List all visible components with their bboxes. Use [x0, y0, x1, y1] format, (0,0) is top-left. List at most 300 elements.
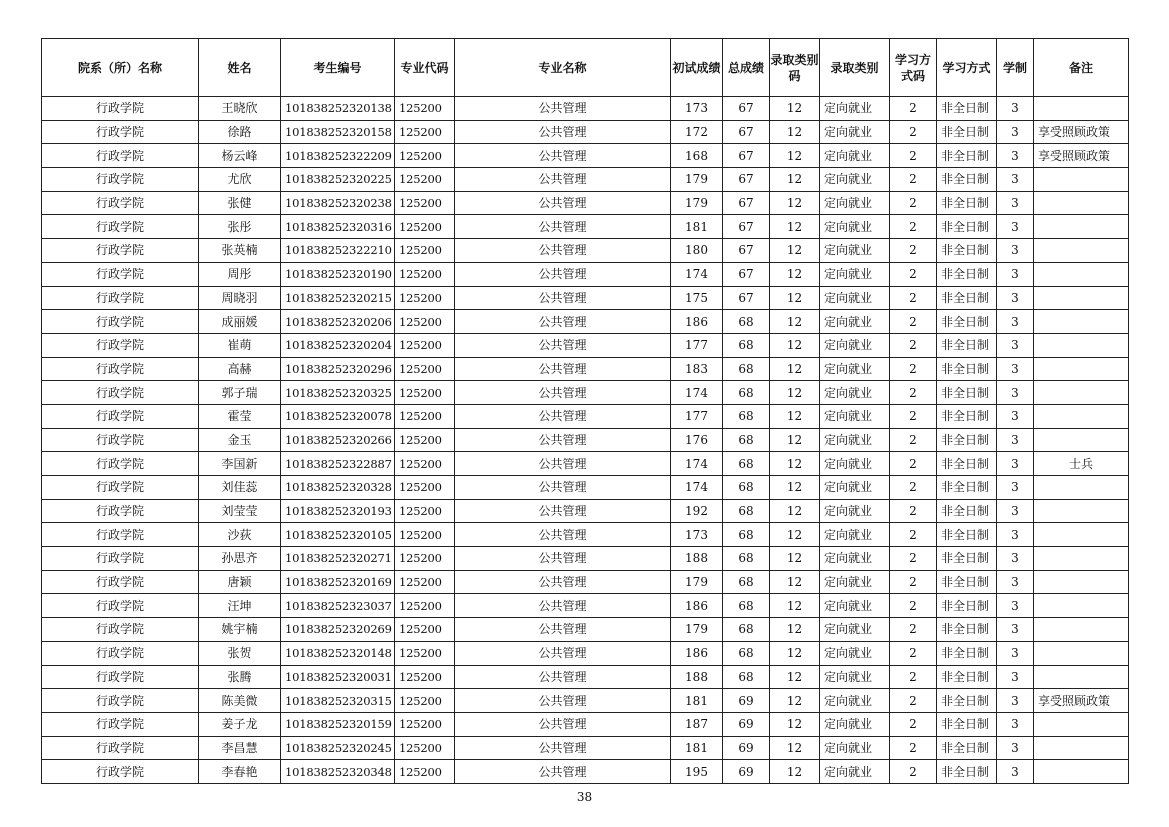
table-cell: 3	[997, 120, 1034, 144]
table-row	[42, 215, 1129, 239]
table-cell: 公共管理	[455, 594, 671, 618]
table-row	[42, 499, 1129, 523]
table-cell: 68	[723, 476, 770, 500]
table-cell: 崔萌	[199, 333, 281, 357]
table-cell: 125200	[395, 618, 455, 642]
table-cell: 12	[770, 381, 820, 405]
table-cell: 3	[997, 381, 1034, 405]
table-cell: 张贺	[199, 641, 281, 665]
table-cell: 非全日制	[937, 476, 997, 500]
table-cell: 公共管理	[455, 736, 671, 760]
table-cell: 12	[770, 144, 820, 168]
table-row	[42, 452, 1129, 476]
table-cell: 非全日制	[937, 570, 997, 594]
table-cell: 3	[997, 594, 1034, 618]
table-cell: 101838252320245	[281, 736, 395, 760]
table-cell: 非全日制	[937, 523, 997, 547]
table-cell: 公共管理	[455, 239, 671, 263]
table-cell: 张健	[199, 191, 281, 215]
table-cell: 67	[723, 168, 770, 192]
table-cell: 3	[997, 452, 1034, 476]
table-cell: 行政学院	[42, 262, 199, 286]
table-cell: 68	[723, 618, 770, 642]
table-cell: 定向就业	[820, 310, 890, 334]
table-cell: 公共管理	[455, 120, 671, 144]
table-cell: 3	[997, 499, 1034, 523]
table-cell: 2	[890, 760, 937, 784]
table-cell: 定向就业	[820, 665, 890, 689]
column-header: 专业代码	[395, 39, 455, 97]
table-cell: 行政学院	[42, 168, 199, 192]
table-cell: 高赫	[199, 357, 281, 381]
table-cell: 行政学院	[42, 760, 199, 784]
table-cell: 183	[671, 357, 723, 381]
table-cell: 12	[770, 523, 820, 547]
table-cell: 非全日制	[937, 547, 997, 571]
table-row	[42, 712, 1129, 736]
table-cell: 享受照顾政策	[1034, 689, 1129, 713]
column-header: 备注	[1034, 39, 1129, 97]
table-cell: 12	[770, 357, 820, 381]
table-cell	[1034, 404, 1129, 428]
table-cell: 定向就业	[820, 168, 890, 192]
table-cell: 12	[770, 404, 820, 428]
table-cell: 69	[723, 689, 770, 713]
table-row	[42, 310, 1129, 334]
table-row	[42, 97, 1129, 121]
table-cell: 行政学院	[42, 144, 199, 168]
table-cell: 101838252320296	[281, 357, 395, 381]
table-cell: 3	[997, 736, 1034, 760]
table-cell	[1034, 262, 1129, 286]
table-cell: 68	[723, 428, 770, 452]
table-row	[42, 428, 1129, 452]
table-cell: 3	[997, 97, 1034, 121]
table-cell	[1034, 428, 1129, 452]
table-cell: 3	[997, 689, 1034, 713]
table-cell: 非全日制	[937, 144, 997, 168]
table-cell: 2	[890, 168, 937, 192]
table-cell: 2	[890, 428, 937, 452]
table-cell: 非全日制	[937, 760, 997, 784]
table-cell: 176	[671, 428, 723, 452]
table-cell: 士兵	[1034, 452, 1129, 476]
table-cell: 67	[723, 239, 770, 263]
table-cell: 徐路	[199, 120, 281, 144]
table-cell: 张彤	[199, 215, 281, 239]
table-cell: 非全日制	[937, 262, 997, 286]
table-cell: 公共管理	[455, 547, 671, 571]
table-cell: 3	[997, 712, 1034, 736]
table-cell: 公共管理	[455, 452, 671, 476]
table-cell: 行政学院	[42, 215, 199, 239]
table-cell: 125200	[395, 404, 455, 428]
table-cell: 3	[997, 476, 1034, 500]
table-cell: 非全日制	[937, 310, 997, 334]
table-cell: 2	[890, 618, 937, 642]
table-cell: 125200	[395, 239, 455, 263]
table-cell: 公共管理	[455, 310, 671, 334]
table-cell: 2	[890, 215, 937, 239]
table-cell: 3	[997, 641, 1034, 665]
table-cell: 101838252320266	[281, 428, 395, 452]
column-header: 专业名称	[455, 39, 671, 97]
table-cell: 行政学院	[42, 570, 199, 594]
table-cell	[1034, 499, 1129, 523]
table-cell: 12	[770, 760, 820, 784]
table-cell	[1034, 286, 1129, 310]
table-cell: 非全日制	[937, 428, 997, 452]
table-cell: 69	[723, 736, 770, 760]
table-cell: 公共管理	[455, 618, 671, 642]
table-row	[42, 594, 1129, 618]
table-cell: 行政学院	[42, 357, 199, 381]
table-cell: 125200	[395, 476, 455, 500]
table-cell: 公共管理	[455, 428, 671, 452]
table-cell: 金玉	[199, 428, 281, 452]
table-cell: 定向就业	[820, 476, 890, 500]
table-cell: 行政学院	[42, 404, 199, 428]
table-cell	[1034, 310, 1129, 334]
table-cell: 2	[890, 310, 937, 334]
table-cell: 公共管理	[455, 499, 671, 523]
table-cell: 非全日制	[937, 641, 997, 665]
table-cell: 3	[997, 428, 1034, 452]
table-cell: 125200	[395, 357, 455, 381]
table-cell	[1034, 523, 1129, 547]
table-cell: 69	[723, 760, 770, 784]
table-cell: 唐颖	[199, 570, 281, 594]
table-cell: 125200	[395, 712, 455, 736]
table-cell: 68	[723, 357, 770, 381]
table-cell: 非全日制	[937, 665, 997, 689]
table-row	[42, 547, 1129, 571]
table-cell: 李春艳	[199, 760, 281, 784]
table-cell: 101838252320148	[281, 641, 395, 665]
table-cell: 2	[890, 97, 937, 121]
table-cell: 186	[671, 641, 723, 665]
table-cell: 享受照顾政策	[1034, 120, 1129, 144]
table-cell: 68	[723, 333, 770, 357]
table-row	[42, 144, 1129, 168]
table-cell: 125200	[395, 168, 455, 192]
table-body	[42, 97, 1129, 784]
table-cell: 行政学院	[42, 499, 199, 523]
table-cell: 101838252320316	[281, 215, 395, 239]
table-cell: 12	[770, 665, 820, 689]
column-header: 学习方式	[937, 39, 997, 97]
table-cell	[1034, 476, 1129, 500]
table-cell: 行政学院	[42, 191, 199, 215]
table-cell: 3	[997, 239, 1034, 263]
table-cell: 195	[671, 760, 723, 784]
table-cell: 125200	[395, 144, 455, 168]
table-cell: 186	[671, 310, 723, 334]
table-cell: 181	[671, 689, 723, 713]
table-cell: 非全日制	[937, 215, 997, 239]
table-cell	[1034, 168, 1129, 192]
table-cell: 定向就业	[820, 452, 890, 476]
table-cell: 行政学院	[42, 239, 199, 263]
table-cell: 101838252320159	[281, 712, 395, 736]
table-cell: 125200	[395, 736, 455, 760]
table-cell: 68	[723, 594, 770, 618]
column-header: 学习方式码	[890, 39, 937, 97]
table-cell: 2	[890, 262, 937, 286]
table-cell: 125200	[395, 523, 455, 547]
table-cell: 公共管理	[455, 404, 671, 428]
table-cell: 3	[997, 665, 1034, 689]
table-cell: 174	[671, 381, 723, 405]
table-row	[42, 357, 1129, 381]
table-cell: 刘佳蕊	[199, 476, 281, 500]
table-cell	[1034, 760, 1129, 784]
table-row	[42, 665, 1129, 689]
table-cell: 公共管理	[455, 191, 671, 215]
table-cell: 公共管理	[455, 570, 671, 594]
table-cell: 行政学院	[42, 428, 199, 452]
table-cell: 2	[890, 712, 937, 736]
table-cell: 12	[770, 689, 820, 713]
table-cell: 非全日制	[937, 689, 997, 713]
table-cell: 68	[723, 665, 770, 689]
table-cell: 行政学院	[42, 476, 199, 500]
column-header: 考生编号	[281, 39, 395, 97]
table-cell	[1034, 736, 1129, 760]
table-row	[42, 262, 1129, 286]
page-number: 38	[576, 790, 593, 804]
table-cell: 汪坤	[199, 594, 281, 618]
table-row	[42, 689, 1129, 713]
table-cell: 陈美微	[199, 689, 281, 713]
table-cell: 12	[770, 239, 820, 263]
table-cell: 定向就业	[820, 357, 890, 381]
table-cell: 2	[890, 736, 937, 760]
table-cell: 定向就业	[820, 760, 890, 784]
table-cell: 行政学院	[42, 452, 199, 476]
table-cell: 174	[671, 476, 723, 500]
table-cell: 周晓羽	[199, 286, 281, 310]
table-cell: 定向就业	[820, 333, 890, 357]
table-cell: 非全日制	[937, 452, 997, 476]
table-cell: 行政学院	[42, 665, 199, 689]
table-cell: 3	[997, 144, 1034, 168]
table-cell: 张腾	[199, 665, 281, 689]
table-cell: 125200	[395, 428, 455, 452]
table-cell: 非全日制	[937, 404, 997, 428]
table-cell: 12	[770, 452, 820, 476]
table-cell: 2	[890, 357, 937, 381]
table-row	[42, 523, 1129, 547]
table-cell: 101838252320206	[281, 310, 395, 334]
table-cell: 125200	[395, 570, 455, 594]
table-row	[42, 191, 1129, 215]
table-cell: 101838252320271	[281, 547, 395, 571]
table-cell: 行政学院	[42, 381, 199, 405]
table-cell: 175	[671, 286, 723, 310]
table-cell: 享受照顾政策	[1034, 144, 1129, 168]
table-cell: 3	[997, 191, 1034, 215]
table-cell: 125200	[395, 452, 455, 476]
table-cell	[1034, 215, 1129, 239]
table-row	[42, 570, 1129, 594]
table-cell: 非全日制	[937, 120, 997, 144]
table-cell: 定向就业	[820, 381, 890, 405]
table-cell: 公共管理	[455, 523, 671, 547]
table-cell: 刘莹莹	[199, 499, 281, 523]
table-cell: 行政学院	[42, 286, 199, 310]
table-cell: 非全日制	[937, 191, 997, 215]
table-cell: 郭子瑞	[199, 381, 281, 405]
table-cell: 2	[890, 547, 937, 571]
table-cell: 68	[723, 310, 770, 334]
table-cell: 125200	[395, 665, 455, 689]
table-cell: 行政学院	[42, 547, 199, 571]
table-row	[42, 760, 1129, 784]
table-cell: 101838252320158	[281, 120, 395, 144]
table-cell: 定向就业	[820, 215, 890, 239]
table-cell: 公共管理	[455, 357, 671, 381]
table-cell: 12	[770, 310, 820, 334]
table-cell: 101838252320138	[281, 97, 395, 121]
table-cell: 168	[671, 144, 723, 168]
table-cell: 定向就业	[820, 736, 890, 760]
table-cell: 行政学院	[42, 120, 199, 144]
table-cell: 68	[723, 570, 770, 594]
table-cell: 12	[770, 570, 820, 594]
table-cell: 101838252320225	[281, 168, 395, 192]
table-cell: 公共管理	[455, 144, 671, 168]
table-cell: 2	[890, 286, 937, 310]
table-cell: 68	[723, 547, 770, 571]
table-cell: 12	[770, 641, 820, 665]
table-row	[42, 120, 1129, 144]
table-cell: 行政学院	[42, 641, 199, 665]
table-cell: 67	[723, 215, 770, 239]
table-cell	[1034, 594, 1129, 618]
table-cell: 179	[671, 168, 723, 192]
column-header: 录取类别	[820, 39, 890, 97]
table-cell: 12	[770, 594, 820, 618]
table-cell: 68	[723, 499, 770, 523]
admission-table	[41, 38, 1129, 784]
table-cell: 3	[997, 310, 1034, 334]
table-row	[42, 736, 1129, 760]
table-cell	[1034, 712, 1129, 736]
table-cell: 186	[671, 594, 723, 618]
table-cell: 定向就业	[820, 428, 890, 452]
table-cell: 公共管理	[455, 689, 671, 713]
table-cell: 2	[890, 689, 937, 713]
table-cell: 12	[770, 168, 820, 192]
table-cell: 12	[770, 476, 820, 500]
table-cell: 沙荻	[199, 523, 281, 547]
table-cell: 101838252322887	[281, 452, 395, 476]
table-cell: 174	[671, 262, 723, 286]
table-cell: 定向就业	[820, 570, 890, 594]
table-cell: 2	[890, 641, 937, 665]
table-cell: 行政学院	[42, 689, 199, 713]
table-cell: 101838252320315	[281, 689, 395, 713]
table-cell: 定向就业	[820, 191, 890, 215]
table-cell: 公共管理	[455, 381, 671, 405]
table-cell: 定向就业	[820, 547, 890, 571]
table-cell	[1034, 97, 1129, 121]
table-cell: 公共管理	[455, 712, 671, 736]
table-cell: 2	[890, 191, 937, 215]
table-cell: 行政学院	[42, 736, 199, 760]
table-cell: 非全日制	[937, 712, 997, 736]
table-cell: 定向就业	[820, 239, 890, 263]
table-cell: 68	[723, 523, 770, 547]
table-cell: 定向就业	[820, 97, 890, 121]
table-cell: 12	[770, 262, 820, 286]
table-cell: 12	[770, 736, 820, 760]
table-cell: 姜子龙	[199, 712, 281, 736]
table-cell: 187	[671, 712, 723, 736]
table-cell: 101838252323037	[281, 594, 395, 618]
header-row	[42, 39, 1129, 97]
table-cell: 67	[723, 144, 770, 168]
table-cell: 12	[770, 215, 820, 239]
table-cell	[1034, 333, 1129, 357]
table-cell: 101838252322210	[281, 239, 395, 263]
table-cell: 3	[997, 215, 1034, 239]
table-cell	[1034, 570, 1129, 594]
table-cell: 181	[671, 736, 723, 760]
table-cell: 2	[890, 144, 937, 168]
table-cell: 3	[997, 357, 1034, 381]
table-row	[42, 381, 1129, 405]
table-cell: 公共管理	[455, 641, 671, 665]
table-cell: 2	[890, 452, 937, 476]
table-cell: 101838252320105	[281, 523, 395, 547]
table-cell: 行政学院	[42, 594, 199, 618]
table-cell: 180	[671, 239, 723, 263]
table-cell: 行政学院	[42, 310, 199, 334]
table-cell: 非全日制	[937, 239, 997, 263]
table-cell: 188	[671, 665, 723, 689]
table-cell: 125200	[395, 310, 455, 334]
table-cell: 125200	[395, 689, 455, 713]
table-cell: 125200	[395, 641, 455, 665]
table-cell: 非全日制	[937, 381, 997, 405]
table-cell: 李国新	[199, 452, 281, 476]
table-cell: 12	[770, 618, 820, 642]
table-cell: 2	[890, 570, 937, 594]
table-cell: 125200	[395, 760, 455, 784]
column-header: 姓名	[199, 39, 281, 97]
table-cell: 179	[671, 618, 723, 642]
table-cell: 杨云峰	[199, 144, 281, 168]
table-cell	[1034, 191, 1129, 215]
table-cell: 2	[890, 665, 937, 689]
table-cell: 101838252320078	[281, 404, 395, 428]
table-cell: 12	[770, 712, 820, 736]
table-cell: 张英楠	[199, 239, 281, 263]
table-cell: 12	[770, 97, 820, 121]
table-cell: 179	[671, 191, 723, 215]
table-cell: 192	[671, 499, 723, 523]
table-cell: 101838252320031	[281, 665, 395, 689]
table-cell: 125200	[395, 215, 455, 239]
table-cell: 定向就业	[820, 404, 890, 428]
table-cell: 非全日制	[937, 97, 997, 121]
table-cell: 定向就业	[820, 712, 890, 736]
table-cell: 非全日制	[937, 618, 997, 642]
table-cell: 177	[671, 404, 723, 428]
table-cell: 101838252320348	[281, 760, 395, 784]
